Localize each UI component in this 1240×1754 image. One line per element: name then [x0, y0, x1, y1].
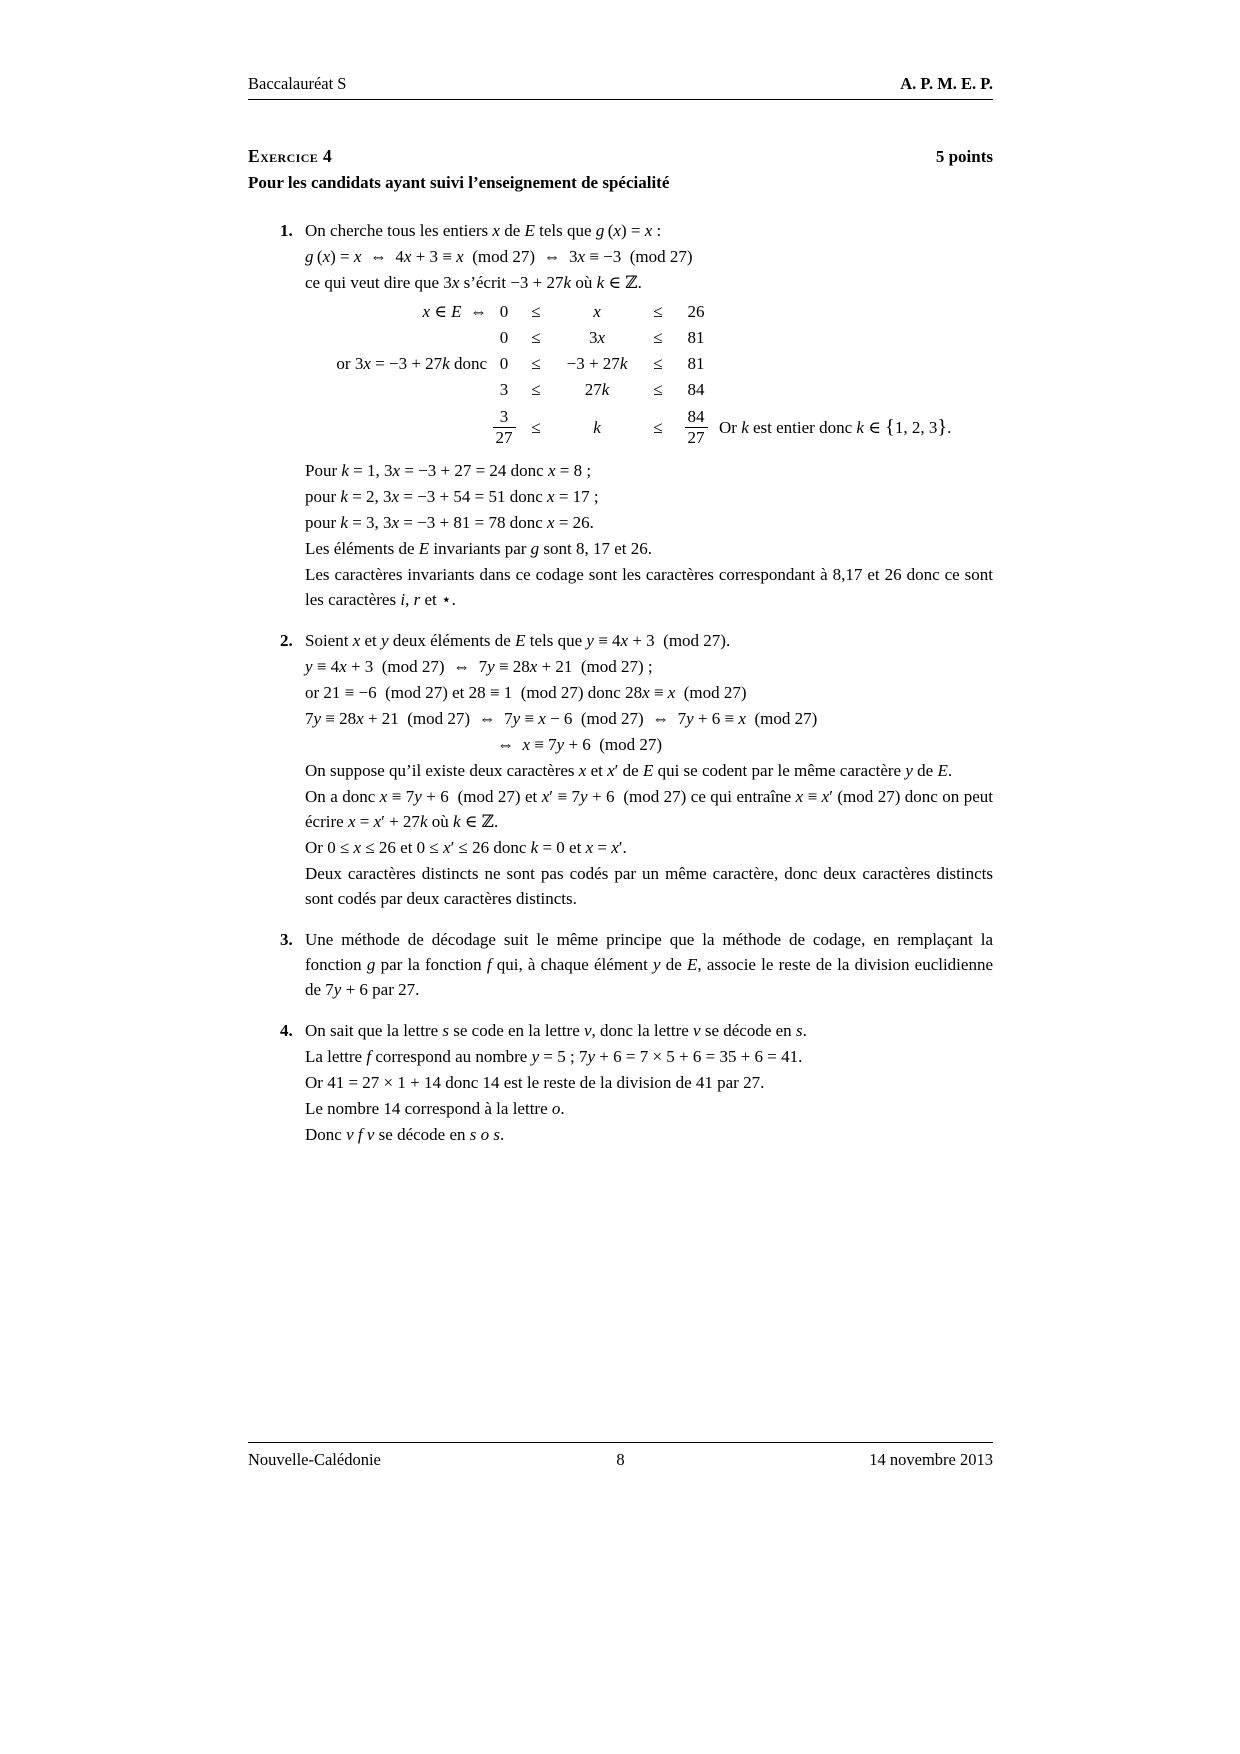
- ineq-left-label: x ∈ E ⇔: [422, 302, 487, 321]
- item-1-body: [305, 217, 993, 613]
- item-1-case-k3: pour k = 3, 3x = −3 + 81 = 78 donc x = 26.: [305, 513, 594, 532]
- ineq-trailing-note: [719, 377, 951, 403]
- item-4-letter-o-line: Le nombre 14 correspond à la lettre o.: [305, 1099, 565, 1118]
- footer-rule: [248, 1442, 993, 1443]
- ineq-middle-term: 27k: [584, 380, 610, 399]
- exercise-title: Exercice 4: [248, 146, 333, 166]
- item-4-intro-line: On sait que la lettre s se code en la lettre v, donc la lettre v se décode en s.: [305, 1021, 807, 1040]
- leq-sign: ≤: [531, 380, 541, 399]
- footer-page-number: 8: [616, 1450, 625, 1469]
- ineq-left-label: [305, 377, 487, 403]
- ineq-trailing-note: Or k est entier donc k ∈ {1, 2, 3}.: [719, 416, 952, 438]
- solution-item-1: [248, 217, 993, 613]
- header-org-name: A. P. M. E. P.: [900, 74, 993, 93]
- item-4-conclusion-line: Donc v f v se décode en s o s.: [305, 1125, 505, 1144]
- ineq-left-label: [305, 403, 487, 452]
- solution-item-2: [248, 627, 993, 912]
- item-2-body: [305, 627, 993, 912]
- leq-sign: ≤: [531, 302, 541, 321]
- exercise-points: 5 points: [935, 147, 993, 166]
- ineq-upper-bound: 26: [687, 302, 705, 321]
- page-header: [248, 74, 993, 94]
- leq-sign: ≤: [653, 328, 663, 347]
- inequality-table: [305, 299, 951, 452]
- inequality-row-2: [305, 325, 951, 351]
- item-4-division-line: Or 41 = 27 × 1 + 14 donc 14 est le reste de la division de 41 par 27.: [305, 1073, 765, 1092]
- inequality-row-3: [305, 351, 951, 377]
- ineq-lower-bound: 0: [499, 302, 509, 321]
- inequality-row-5: [305, 403, 951, 452]
- leq-sign: ≤: [653, 354, 663, 373]
- footer-date: 14 novembre 2013: [869, 1450, 993, 1469]
- solution-item-3: [248, 926, 993, 1003]
- inequality-row-1: [305, 299, 951, 325]
- ineq-upper-bound: 84: [687, 380, 705, 399]
- item-4-letter-f-line: La lettre f correspond au nombre y = 5 ; 7y + 6 = 7 × 5 + 6 = 35 + 6 = 41.: [305, 1047, 803, 1066]
- ineq-middle-term: 3x: [588, 328, 606, 347]
- item-1-intro-line: On cherche tous les entiers x de E tels que g (x) = x :: [305, 221, 662, 240]
- item-2-deduction-paragraph: On a donc x ≡ 7y + 6 (mod 27) et x′ ≡ 7y + 6 (mod 27) ce qui entraîne x ≡ x′ (mod 27) donc on peut écrire x = x′ + 27k où k ∈ ℤ.: [305, 787, 993, 831]
- item-3-body: [305, 926, 993, 1003]
- header-doc-title: Baccalauréat S: [248, 74, 347, 93]
- ineq-lower-bound: 3: [499, 380, 509, 399]
- item-1-case-k2: pour k = 2, 3x = −3 + 54 = 51 donc x = 17 ;: [305, 487, 599, 506]
- item-2-number: 2.: [280, 631, 293, 650]
- exercise-subtitle: Pour les candidats ayant suivi l’enseignement de spécialité: [248, 173, 670, 192]
- leq-sign: ≤: [653, 380, 663, 399]
- leq-sign: ≤: [653, 417, 663, 437]
- exercise-header: [248, 146, 993, 167]
- ineq-middle-term: x: [593, 302, 601, 321]
- item-2-equivalence-line: y ≡ 4x + 3 (mod 27) ⇔ 7y ≡ 28x + 21 (mod 27) ;: [305, 657, 653, 676]
- item-2-intro-line: Soient x et y deux éléments de E tels que y ≡ 4x + 3 (mod 27).: [305, 631, 731, 650]
- item-2-congruence-line: or 21 ≡ −6 (mod 27) et 28 ≡ 1 (mod 27) donc 28x ≡ x (mod 27): [305, 683, 747, 702]
- item-2-final-equivalence-line: ⇔ x ≡ 7y + 6 (mod 27): [497, 735, 663, 754]
- solution-items: [248, 217, 993, 1148]
- item-1-case-k1: Pour k = 1, 3x = −3 + 27 = 24 donc x = 8 ;: [305, 461, 592, 480]
- ineq-trailing-note: [719, 351, 951, 377]
- item-1-number: 1.: [280, 221, 293, 240]
- ineq-lower-bound: 0: [499, 328, 509, 347]
- ineq-middle-term: k: [593, 417, 601, 437]
- item-4-body: [305, 1017, 993, 1148]
- solution-item-4: [248, 1017, 993, 1148]
- leq-sign: ≤: [531, 417, 541, 437]
- item-2-hypothesis-paragraph: On suppose qu’il existe deux caractères x et x′ de E qui se codent par le même caractère y de E.: [305, 761, 953, 780]
- ineq-left-label: or 3x = −3 + 27k donc: [336, 354, 487, 373]
- item-1-equivalence-line: g (x) = x ⇔ 4x + 3 ≡ x (mod 27) ⇔ 3x ≡ −3 (mod 27): [305, 247, 693, 266]
- ineq-upper-bound-fraction: $\frac{84}{27}$: [673, 403, 719, 452]
- header-rule: [248, 99, 993, 100]
- page-footer: [248, 1437, 993, 1472]
- ineq-trailing-note: [719, 325, 951, 351]
- inequality-row-4: [305, 377, 951, 403]
- item-2-chain-line: 7y ≡ 28x + 21 (mod 27) ⇔ 7y ≡ x − 6 (mod 27) ⇔ 7y + 6 ≡ x (mod 27): [305, 709, 818, 728]
- ineq-lower-bound: 0: [499, 354, 509, 373]
- text-block: [248, 74, 993, 1162]
- ineq-middle-term: −3 + 27k: [566, 354, 628, 373]
- item-3-number: 3.: [280, 930, 293, 949]
- leq-sign: ≤: [653, 302, 663, 321]
- ineq-trailing-note: [719, 299, 951, 325]
- ineq-upper-bound: 81: [687, 354, 705, 373]
- leq-sign: ≤: [531, 328, 541, 347]
- item-1-explanation-line: ce qui veut dire que 3x s’écrit −3 + 27k où k ∈ ℤ.: [305, 273, 642, 292]
- item-2-bounds-line: Or 0 ≤ x ≤ 26 et 0 ≤ x′ ≤ 26 donc k = 0 et x = x′.: [305, 838, 627, 857]
- ineq-upper-bound: 81: [687, 328, 705, 347]
- leq-sign: ≤: [531, 354, 541, 373]
- item-1-invariants-line: Les éléments de E invariants par g sont 8, 17 et 26.: [305, 539, 653, 558]
- item-2-conclusion-paragraph: Deux caractères distincts ne sont pas codés par un même caractère, donc deux caractères distincts sont codés par deux caractères distincts.: [305, 864, 993, 908]
- item-3-paragraph: Une méthode de décodage suit le même principe que la méthode de codage, en remplaçant la fonction g par la fonction f qui, à chaque élément y de E, associe le reste de la division euclidienne de 7y + 6 par 27.: [305, 930, 993, 999]
- item-4-number: 4.: [280, 1021, 293, 1040]
- footer-location: Nouvelle-Calédonie: [248, 1450, 381, 1469]
- footer-row: [248, 1450, 993, 1472]
- ineq-left-label: [305, 325, 487, 351]
- item-1-conclusion-paragraph: Les caractères invariants dans ce codage sont les caractères correspondant à 8,17 et 26 donc ce sont les caractères i, r et ⋆.: [305, 565, 993, 609]
- ineq-lower-bound-fraction: $\frac{3}{27}$: [487, 403, 521, 452]
